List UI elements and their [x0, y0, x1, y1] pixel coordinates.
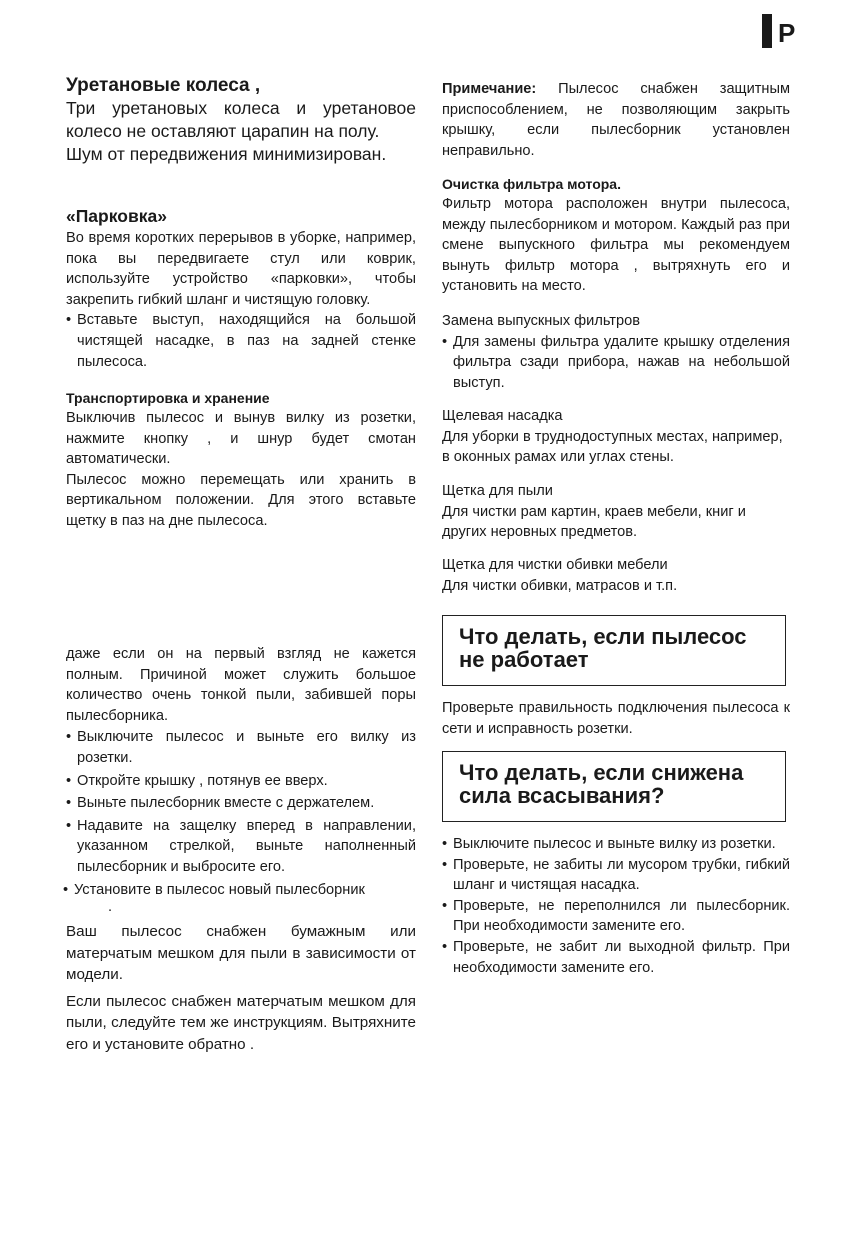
note-text: Пылесос снабжен защитным приспособлением, не позволяющим закрыть крышку, если пылесборник установлен неправильно.: [442, 81, 790, 159]
suction-checklist: [442, 834, 790, 978]
crevice-tool-text: Для уборки в труднодоступных местах, например, в оконных рамах или углах стены.: [442, 428, 783, 466]
list-item: • Вставьте выступ, находящийся на большой чистящей насадке, в паз на задней стенке пылесоса.: [66, 310, 416, 372]
section-letter: P: [778, 18, 796, 48]
connection-check-text: Проверьте правильность подключения пылесоса к сети и исправность розетки.: [442, 700, 790, 737]
motor-filter-title: Очистка фильтра мотора.: [442, 176, 621, 192]
motor-filter-section: [442, 174, 790, 297]
parking-title: «Парковка»: [66, 206, 167, 226]
not-working-heading-box: [442, 615, 786, 686]
low-suction-heading-box: [442, 751, 786, 822]
exhaust-filter-title: Замена выпускных фильтров: [442, 313, 640, 329]
parking-text: Во время коротких перерывов в уборке, например, пока вы передвигаете стул или коврик, используйте устройство «парковки», чтобы закрепить гибкий шланг и чистящую головку.: [66, 230, 416, 308]
dustbag-section: [66, 644, 416, 914]
dust-brush-section: [442, 481, 790, 543]
list-item: • Проверьте, не забиты ли мусором трубки, гибкий шланг и чистящая насадка.: [442, 855, 790, 896]
section-marker-bar: [762, 14, 772, 48]
upholstery-brush-title: Щетка для чистки обивки мебели: [442, 557, 668, 573]
not-working-title: Что делать, если пылесос не работает: [459, 624, 747, 672]
list-item: • Для замены фильтра удалите крышку отделения фильтра сзади прибора, нажав на небольшой выступ.: [442, 332, 790, 394]
list-item: • Проверьте, не переполнился ли пылесборник. При необходимости замените его.: [442, 896, 790, 937]
wheels-title: Уретановые колеса ,: [66, 75, 261, 96]
parking-section: [66, 205, 416, 372]
upholstery-brush-text: Для чистки обивки, матрасов и т.п.: [442, 577, 678, 594]
upholstery-brush-section: [442, 555, 790, 596]
list-item: • Надавите на защелку вперед в направлении, указанном стрелкой, выньте наполненный пылесборник и выбросите его.: [66, 816, 416, 878]
wheels-noise-text: Шум от передвижения минимизирован.: [66, 144, 387, 164]
cloth-bag-text: Ваш пылесос снабжен бумажным или матерчатым мешком для пыли в зависимости от модели.: [66, 923, 416, 983]
wheels-text: Три уретановых колеса и уретановое колесо не оставляют царапин на полу.: [66, 98, 416, 141]
transport-storage-text: Пылесос можно перемещать или хранить в вертикальном положении. Для этого вставьте щетку в паз на дне пылесоса.: [66, 471, 416, 529]
list-item: • Выключите пылесос и выньте его вилку из розетки.: [66, 727, 416, 768]
list-item: • Откройте крышку , потянув ее вверх.: [66, 771, 416, 792]
list-item: • Выньте пылесборник вместе с держателем.: [66, 793, 416, 814]
list-item: • Установите в пылесос новый пылесборник: [63, 880, 416, 901]
cloth-bag-section: [66, 921, 416, 1055]
note-label: Примечание:: [442, 81, 537, 97]
note-paragraph: [442, 79, 790, 161]
dust-brush-text: Для чистки рам картин, краев мебели, книг и других неровных предметов.: [442, 503, 746, 541]
exhaust-filter-section: [442, 311, 790, 393]
crevice-tool-title: Щелевая насадка: [442, 408, 563, 424]
crevice-tool-section: [442, 406, 790, 468]
list-item: • Выключите пылесос и выньте вилку из розетки.: [442, 834, 790, 855]
dust-brush-title: Щетка для пыли: [442, 483, 553, 499]
transport-section: [66, 388, 416, 532]
wheels-section: [66, 74, 416, 166]
motor-filter-text: Фильтр мотора расположен внутри пылесоса, между пылесборником и мотором. Каждый раз при смене выпускного фильтра мы рекомендуем вынуть фильтр мотора , вытряхнуть его и установить на место.: [442, 196, 790, 295]
transport-title: Транспортировка и хранение: [66, 390, 270, 406]
dustbag-text: даже если он на первый взгляд не кажется полным. Причиной может служить большое количество очень тонкой пыли, забившей поры пылесборника.: [66, 646, 416, 724]
list-item: • Проверьте, не забит ли выходной фильтр. При необходимости замените его.: [442, 937, 790, 978]
low-suction-title: Что делать, если снижена сила всасывания?: [459, 760, 744, 808]
dustbag-dot: .: [108, 899, 113, 916]
cloth-bag-instructions: Если пылесос снабжен матерчатым мешком для пыли, следуйте тем же инструкциям. Вытряхните его и установите обратно .: [66, 992, 416, 1053]
transport-text: Выключив пылесос и вынув вилку из розетки, нажмите кнопку , и шнур будет смотан автоматически.: [66, 410, 416, 468]
